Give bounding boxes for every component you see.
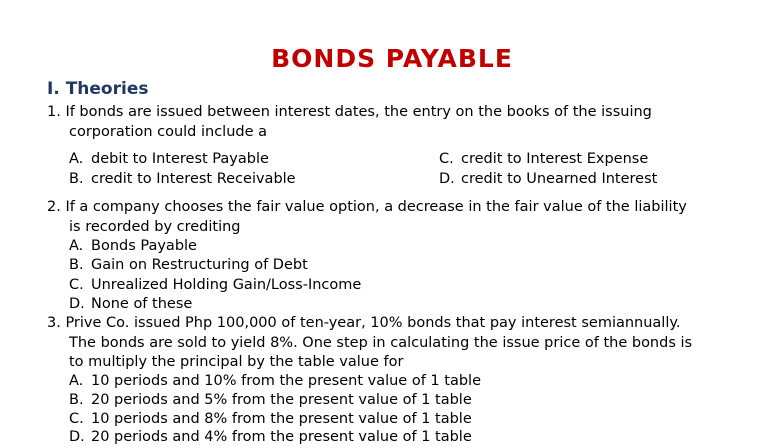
page-title: BONDS PAYABLE: [271, 44, 513, 73]
option-letter: A.: [69, 373, 84, 389]
option-text: credit to Unearned Interest: [461, 171, 658, 187]
question-1-line-2: corporation could include a: [69, 123, 268, 140]
question-2-option-a: [69, 237, 197, 257]
question-3-line-2: The bonds are sold to yield 8%. One step in calculating the issue price of the bonds is: [69, 334, 693, 351]
question-2: [47, 198, 687, 237]
option-letter: D.: [439, 171, 455, 187]
option-text: credit to Interest Expense: [461, 151, 649, 167]
option-text: Bonds Payable: [91, 238, 197, 254]
question-3-line-3: to multiply the principal by the table value for: [69, 354, 404, 370]
question-3-line-1: 3. Prive Co. issued Php 100,000 of ten-year, 10% bonds that pay interest semiannually.: [47, 315, 681, 331]
question-3-option-c: [69, 410, 472, 430]
option-letter: C.: [69, 277, 84, 293]
option-letter: C.: [439, 151, 454, 167]
option-letter: B.: [69, 171, 84, 187]
question-3-option-d: [69, 428, 472, 448]
question-1-line-1: 1. If bonds are issued between interest dates, the entry on the books of the issuing: [47, 104, 652, 120]
option-text: Unrealized Holding Gain/Loss-Income: [91, 277, 362, 293]
option-letter: D.: [69, 296, 85, 312]
option-letter: B.: [69, 257, 84, 273]
question-2-option-b: [69, 256, 308, 276]
question-2-line-2: is recorded by crediting: [69, 218, 241, 235]
question-3-option-b: [69, 391, 472, 411]
option-letter: D.: [69, 429, 85, 445]
question-1: [47, 103, 652, 142]
question-3-option-a: [69, 372, 481, 392]
option-text: 20 periods and 5% from the present value of 1 table: [91, 392, 472, 408]
question-1-option-c: [439, 150, 648, 170]
option-text: 10 periods and 10% from the present value of 1 table: [91, 373, 481, 389]
option-text: None of these: [91, 296, 193, 312]
option-text: 10 periods and 8% from the present value of 1 table: [91, 411, 472, 427]
question-1-option-a: [69, 150, 269, 170]
option-letter: C.: [69, 411, 84, 427]
option-letter: A.: [69, 151, 84, 167]
question-2-option-c: [69, 276, 361, 296]
question-1-option-d: [439, 170, 657, 190]
question-1-option-b: [69, 170, 296, 190]
option-text: Gain on Restructuring of Debt: [91, 257, 308, 273]
option-text: credit to Interest Receivable: [91, 171, 296, 187]
option-text: debit to Interest Payable: [91, 151, 269, 167]
option-letter: A.: [69, 238, 84, 254]
question-2-line-1: 2. If a company chooses the fair value option, a decrease in the fair value of the liability: [47, 199, 687, 215]
option-letter: B.: [69, 392, 84, 408]
question-3: [47, 314, 692, 373]
question-2-option-d: [69, 295, 192, 315]
option-text: 20 periods and 4% from the present value of 1 table: [91, 429, 472, 445]
section-heading: I. Theories: [47, 79, 149, 99]
